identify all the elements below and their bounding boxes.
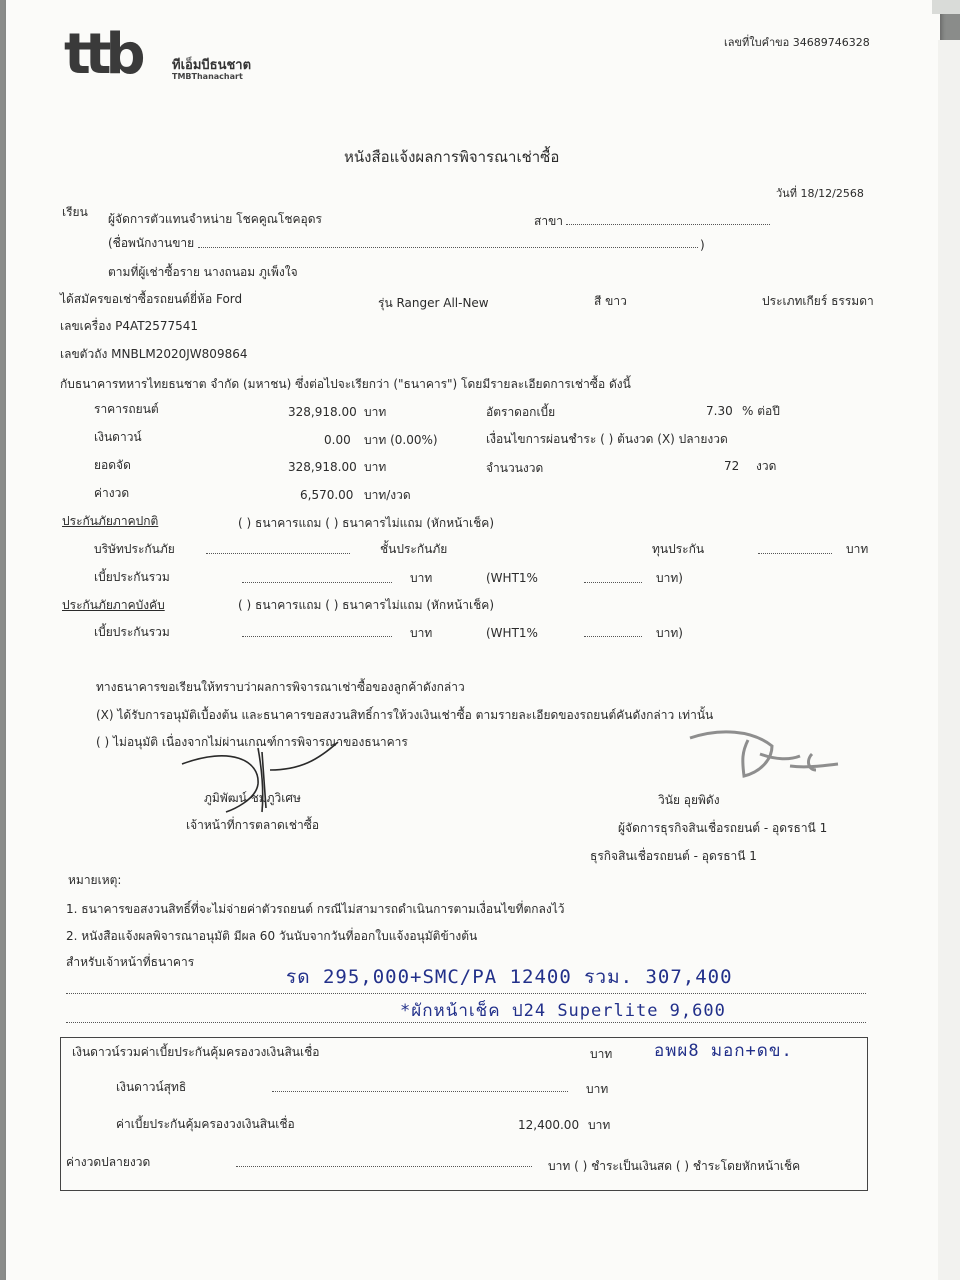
right-signer-title: ผู้จัดการธุรกิจสินเชื่อรถยนต์ - อุดรธานี 1	[618, 821, 828, 835]
logo-thai-text: ทีเอ็มบีธนชาต	[172, 58, 252, 73]
voluntary-premium-unit: บาท	[410, 571, 433, 585]
installments-label: จำนวนงวด	[486, 461, 544, 475]
right-signer-name: วินัย อุยพิดัง	[658, 793, 720, 807]
chassis-number: เลขตัวถัง MNBLM2020JW809864	[60, 347, 248, 361]
compulsory-insurance-label: ประกันภัยภาคบังคับ	[62, 598, 165, 612]
summary-row4-unit: บาท ( ) ชำระเป็นเงินสด ( ) ชำระโดยหักหน้าเช็ค	[548, 1159, 801, 1173]
installments-unit: งวด	[756, 459, 777, 473]
engine-number: เลขเครื่อง P4AT2577541	[60, 319, 199, 333]
car-price-unit: บาท	[364, 405, 387, 419]
voluntary-wht-label: (WHT1%	[486, 571, 538, 585]
staff-section-label: สำหรับเจ้าหน้าที่ธนาคาร	[66, 955, 195, 969]
notes-heading: หมายเหตุ:	[68, 873, 122, 887]
summary-row2-fill-line	[272, 1091, 568, 1092]
compulsory-insurance-options: ( ) ธนาคารแถม ( ) ธนาคารไม่แถม (หักหน้าเช็ค)	[238, 598, 494, 612]
right-signature	[690, 732, 838, 776]
monthly-label: ค่างวด	[94, 486, 130, 500]
monthly-unit: บาท/งวด	[364, 488, 411, 502]
summary-row3-value: 12,400.00	[518, 1118, 580, 1132]
summary-row3-label: ค่าเบี้ยประกันคุ้มครองวงเงินสินเชื่อ	[116, 1117, 295, 1131]
compulsory-premium-label: เบี้ยประกันรวม	[94, 625, 170, 639]
note-1: 1. ธนาคารขอสงวนสิทธิ์ที่จะไม่จ่ายค่าตัวรถยนต์ กรณีไม่สามารถดำเนินการตามเงื่อนไขที่ตกลงไว้	[66, 902, 565, 916]
car-brand: ได้สมัครขอเช่าซื้อรถยนต์ยี่ห้อ Ford	[60, 292, 243, 306]
summary-row3-unit: บาท	[588, 1118, 611, 1132]
handwritten-note-2: *ผักหน้าเช็ค ป24 Superlite 9,600	[400, 1001, 726, 1021]
compulsory-premium-unit: บาท	[410, 626, 433, 640]
compulsory-wht-label: (WHT1%	[486, 626, 538, 640]
car-gear: ประเภทเกียร์ ธรรมดา	[762, 294, 874, 308]
summary-row4-label: ค่างวดปลายงวด	[66, 1155, 151, 1169]
staff-line-2	[66, 1022, 866, 1023]
down-unit: บาท (0.00%)	[364, 433, 438, 447]
voluntary-insurance-options: ( ) ธนาคารแถม ( ) ธนาคารไม่แถม (หักหน้าเช็ค)	[238, 516, 494, 530]
summary-row4-fill-line	[236, 1166, 532, 1167]
right-signer-unit: ธุรกิจสินเชื่อรถยนต์ - อุดรธานี 1	[590, 849, 757, 863]
car-color: สี ขาว	[594, 294, 627, 308]
document-date: วันที่ 18/12/2568	[776, 187, 864, 200]
result-intro: ทางธนาคารขอเรียนให้ทราบว่าผลการพิจารณาเช่าซื้อของลูกค้าดังกล่าว	[96, 680, 465, 694]
staff-line-1	[66, 993, 866, 994]
payment-condition: เงื่อนไขการผ่อนชำระ ( ) ต้นงวด (X) ปลายงวด	[486, 432, 728, 446]
reference-number: เลขที่ใบคำขอ 34689746328	[724, 36, 870, 49]
sum-insured-unit: บาท	[846, 542, 869, 556]
interest-label: อัตราดอกเบี้ย	[486, 405, 556, 419]
finance-label: ยอดจัด	[94, 458, 131, 472]
finance-unit: บาท	[364, 460, 387, 474]
dealer-name: ผู้จัดการตัวแทนจำหน่าย โชคคูณโชคอุดร	[108, 212, 322, 226]
summary-row2-unit: บาท	[586, 1082, 609, 1096]
car-model: รุ่น Ranger All-New	[378, 296, 489, 310]
salesperson-label: (ชื่อพนักงานขาย	[108, 236, 195, 250]
monthly-value: 6,570.00	[300, 488, 354, 502]
voluntary-insurance-label: ประกันภัยภาคปกติ	[62, 514, 159, 528]
compulsory-wht-unit: บาท)	[656, 626, 683, 640]
logo-english-text: TMBThanachart	[172, 72, 243, 81]
branch-label: สาขา	[534, 214, 564, 228]
bank-intro: กับธนาคารทหารไทยธนชาต จำกัด (มหาชน) ซึ่งต่อไปจะเรียกว่า ("ธนาคาร") โดยมีรายละเอียดการเช่าซื้อ ดังนี้	[60, 377, 631, 391]
insurer-label: บริษัทประกันภัย	[94, 542, 175, 556]
salesperson-close: )	[700, 238, 705, 252]
summary-row2-label: เงินดาวน์สุทธิ	[116, 1080, 187, 1094]
result-rejected: ( ) ไม่อนุมัติ เนื่องจากไม่ผ่านเกณฑ์การพิจารณาของธนาคาร	[96, 735, 408, 749]
left-signer-title: เจ้าหน้าที่การตลาดเช่าซื้อ	[186, 818, 320, 832]
result-approved: (X) ได้รับการอนุมัติเบื้องต้น และธนาคารขอสงวนสิทธิ์การให้วงเงินเช่าซื้อ ตามรายละเอียดของรถยนต์คันดังกล่าว เท่านั้น	[96, 708, 714, 722]
customer-name: ตามที่ผู้เช่าซื้อราย นางถนอม ภูเพ็งใจ	[108, 265, 298, 279]
voluntary-premium-label: เบี้ยประกันรวม	[94, 570, 170, 584]
installments-value: 72	[724, 459, 740, 473]
car-price-label: ราคารถยนต์	[94, 402, 159, 416]
summary-row1-unit: บาท	[590, 1047, 613, 1061]
document-title: หนังสือแจ้งผลการพิจารณาเช่าซื้อ	[344, 148, 560, 166]
voluntary-wht-unit: บาท)	[656, 571, 683, 585]
down-label: เงินดาวน์	[94, 430, 142, 444]
interest-value: 7.30	[706, 404, 733, 418]
handwritten-note-3: อพผ8 มอก+ดข.	[654, 1041, 793, 1061]
ttb-logo: ttb	[64, 22, 140, 87]
sum-insured-label: ทุนประกัน	[652, 542, 705, 556]
down-value: 0.00	[324, 433, 351, 447]
left-signer-name: ภูมิพัฒน์ ชมภูวิเศษ	[204, 791, 301, 805]
dear-label: เรียน	[62, 205, 88, 219]
note-2: 2. หนังสือแจ้งผลพิจารณาอนุมัติ มีผล 60 วันนับจากวันที่ออกใบแจ้งอนุมัติข้างต้น	[66, 929, 478, 943]
insurance-class-label: ชั้นประกันภัย	[380, 542, 448, 556]
handwritten-note-1: รด 295,000+SMC/PA 12400 รวม. 307,400	[286, 966, 733, 988]
interest-unit: % ต่อปี	[742, 404, 780, 418]
car-price-value: 328,918.00	[288, 405, 357, 419]
summary-row1-label: เงินดาวน์รวมค่าเบี้ยประกันคุ้มครองวงเงินสินเชื่อ	[72, 1045, 320, 1059]
finance-value: 328,918.00	[288, 460, 357, 474]
